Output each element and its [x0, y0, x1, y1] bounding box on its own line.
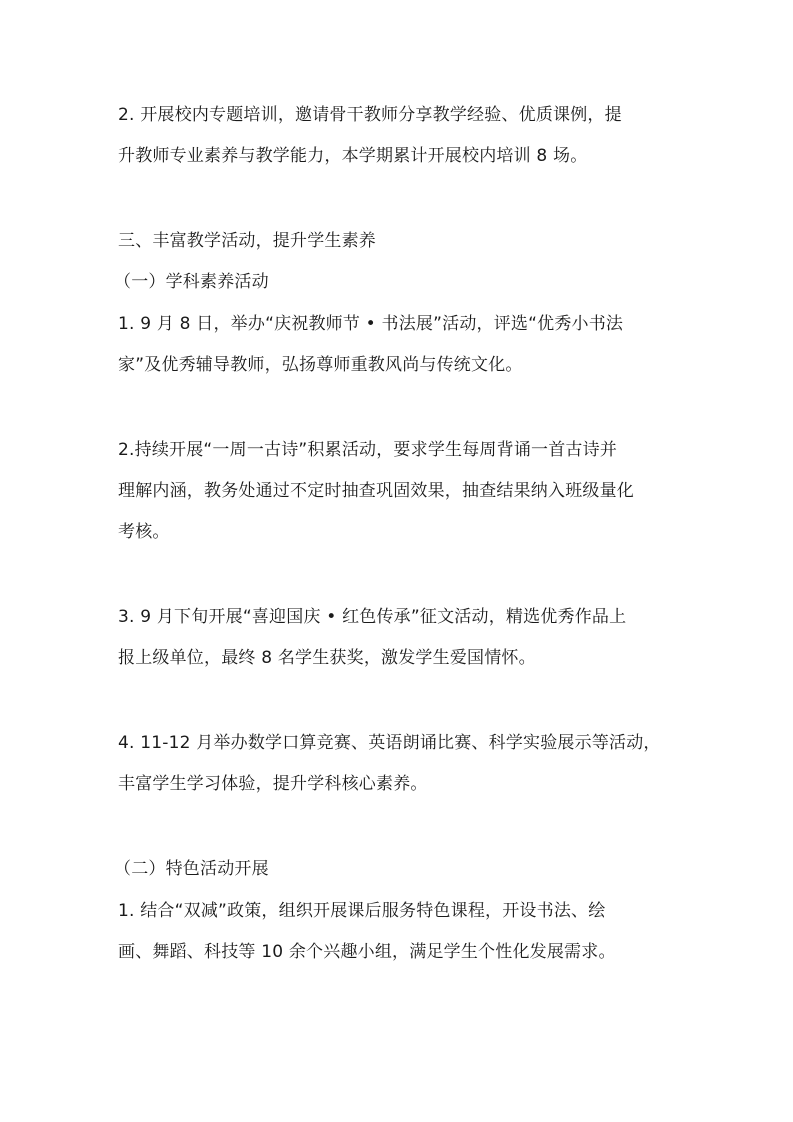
paragraph-line: 报上级单位，最终 8 名学生获奖，激发学生爱国情怀。: [118, 648, 536, 668]
paragraph-essay-contest: [118, 597, 678, 679]
paragraph-teacher-training: [118, 95, 678, 177]
paragraph-subject-competitions: [118, 723, 678, 805]
paragraph-line: 升教师专业素养与教学能力，本学期累计开展校内培训 8 场。: [118, 146, 588, 166]
paragraph-after-school-service: [118, 891, 678, 973]
subsection-title: （一）学科素养活动: [114, 272, 269, 292]
paragraph-line: 1. 结合“双减”政策，组织开展课后服务特色课程，开设书法、绘: [118, 901, 606, 921]
paragraph-line: 2.持续开展“一周一古诗”积累活动，要求学生每周背诵一首古诗并: [118, 440, 618, 460]
paragraph-line: 2. 开展校内专题培训，邀请骨干教师分享教学经验、优质课例，提: [118, 105, 622, 125]
paragraph-line: 丰富学生学习体验，提升学科核心素养。: [118, 774, 428, 794]
paragraph-line: 考核。: [118, 522, 170, 542]
paragraph-line: 4. 11-12 月举办数学口算竞赛、英语朗诵比赛、科学实验展示等活动，: [118, 733, 661, 753]
section-title: 三、丰富教学活动，提升学生素养: [118, 231, 376, 251]
paragraph-calligraphy-exhibition: [118, 304, 678, 386]
subsection-two-heading: [114, 849, 674, 890]
subsection-title: （二）特色活动开展: [114, 859, 269, 879]
subsection-one-heading: [114, 262, 674, 303]
paragraph-line: 画、舞蹈、科技等 10 余个兴趣小组，满足学生个性化发展需求。: [118, 942, 616, 962]
section-three-heading: [118, 221, 678, 262]
paragraph-ancient-poem: [118, 430, 678, 553]
paragraph-line: 理解内涵，教务处通过不定时抽查巩固效果，抽查结果纳入班级量化: [118, 481, 634, 501]
paragraph-line: 家”及优秀辅导教师，弘扬尊师重教风尚与传统文化。: [118, 355, 523, 375]
paragraph-line: 3. 9 月下旬开展“喜迎国庆 • 红色传承”征文活动，精选优秀作品上: [118, 607, 627, 627]
paragraph-line: 1. 9 月 8 日，举办“庆祝教师节 • 书法展”活动，评选“优秀小书法: [118, 314, 624, 334]
